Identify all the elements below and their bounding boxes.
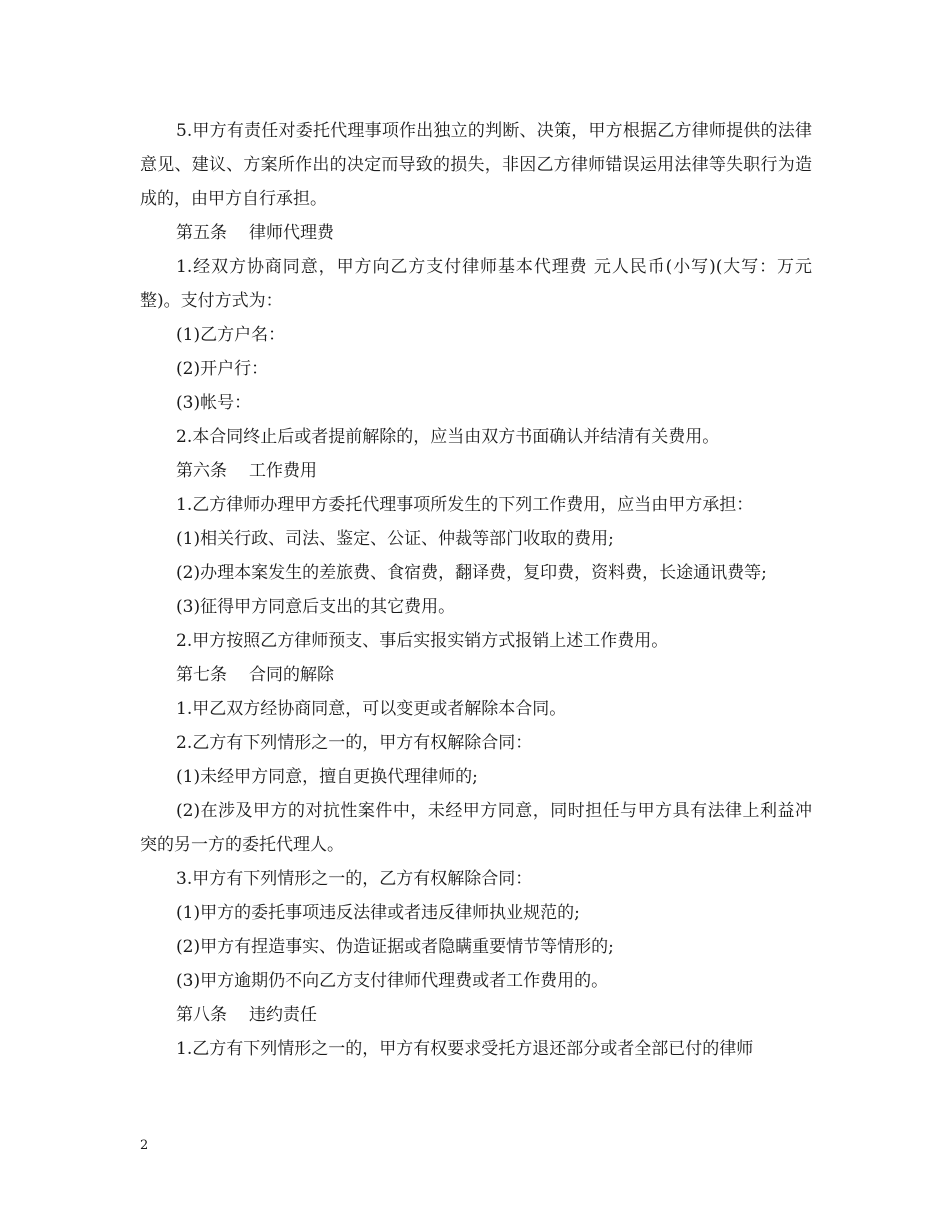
- paragraph: 5.甲方有责任对委托代理事项作出独立的判断、决策，甲方根据乙方律师提供的法律意见、建议、方案所作出的决定而导致的损失，非因乙方律师错误运用法律等失职行为造成的，由甲方自行承担。: [140, 121, 812, 209]
- section-number: 第五条: [176, 223, 227, 243]
- section-title: 合同的解除: [249, 665, 334, 685]
- page-number: 2: [140, 1138, 149, 1153]
- paragraph: (3)甲方逾期仍不向乙方支付律师代理费或者工作费用的。: [176, 971, 609, 991]
- paragraph: (1)未经甲方同意，擅自更换代理律师的;: [176, 767, 478, 787]
- section-number: 第七条: [176, 665, 227, 685]
- section-heading: [140, 454, 812, 488]
- section-title: 违约责任: [249, 1005, 317, 1025]
- paragraph: 1.乙方有下列情形之一的，甲方有权要求受托方退还部分或者全部已付的律师: [176, 1039, 754, 1059]
- paragraph: (2)办理本案发生的差旅费、食宿费，翻译费，复印费，资料费，长途通讯费等;: [176, 563, 767, 583]
- paragraph: 3.甲方有下列情形之一的，乙方有权解除合同：: [176, 869, 533, 889]
- paragraph: 1.乙方律师办理甲方委托代理事项所发生的下列工作费用，应当由甲方承担：: [176, 495, 754, 515]
- document-body: [140, 114, 812, 1066]
- paragraph: (2)开户行：: [176, 359, 269, 379]
- paragraph: (2)在涉及甲方的对抗性案件中，未经甲方同意，同时担任与甲方具有法律上利益冲突的另一方的委托代理人。: [140, 801, 812, 855]
- paragraph: (1)乙方户名：: [176, 325, 286, 345]
- paragraph: 2.甲方按照乙方律师预支、事后实报实销方式报销上述工作费用。: [176, 631, 669, 651]
- section-number: 第八条: [176, 1005, 227, 1025]
- paragraph: 1.经双方协商同意，甲方向乙方支付律师基本代理费 元人民币(小写)(大写：万元整)。支付方式为：: [140, 257, 812, 311]
- paragraph: (1)相关行政、司法、鉴定、公证、仲裁等部门收取的费用;: [176, 529, 614, 549]
- paragraph: (3)征得甲方同意后支出的其它费用。: [176, 597, 456, 617]
- paragraph: 2.乙方有下列情形之一的，甲方有权解除合同：: [176, 733, 533, 753]
- paragraph: (1)甲方的委托事项违反法律或者违反律师执业规范的;: [176, 903, 580, 923]
- section-heading: [140, 658, 812, 692]
- paragraph: 2.本合同终止后或者提前解除的，应当由双方书面确认并结清有关费用。: [176, 427, 720, 447]
- section-title: 工作费用: [249, 461, 317, 481]
- section-number: 第六条: [176, 461, 227, 481]
- section-heading: [140, 998, 812, 1032]
- paragraph: 1.甲乙双方经协商同意，可以变更或者解除本合同。: [176, 699, 567, 719]
- section-heading: [140, 216, 812, 250]
- paragraph: (2)甲方有捏造事实、伪造证据或者隐瞒重要情节等情形的;: [176, 937, 614, 957]
- paragraph: (3)帐号：: [176, 393, 252, 413]
- section-title: 律师代理费: [249, 223, 334, 243]
